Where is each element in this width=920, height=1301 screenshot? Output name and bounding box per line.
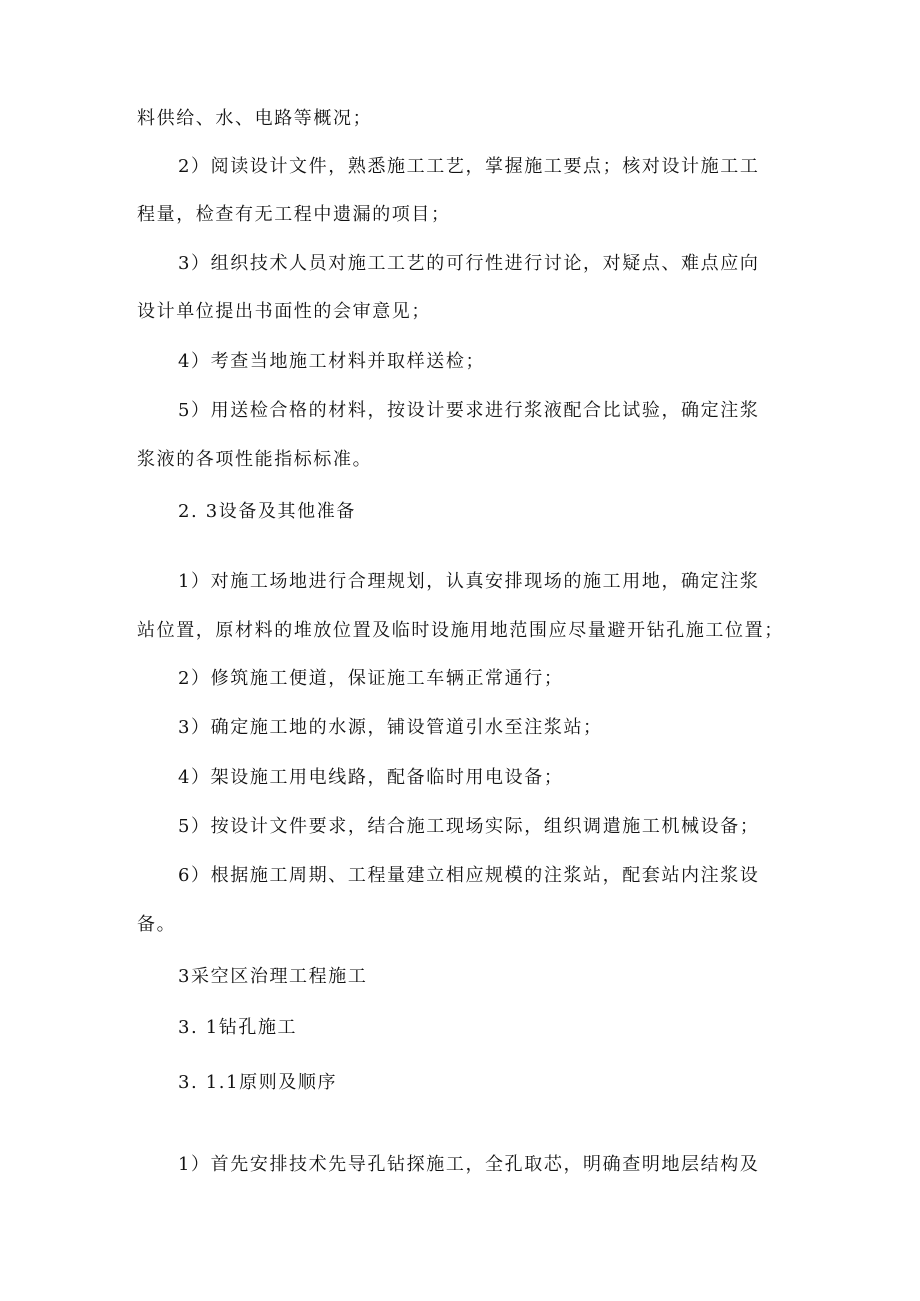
text-line-item-4-inspect: 4）考查当地施工材料并取样送检； <box>178 351 486 372</box>
text-line-equip-item-5: 5）按设计文件要求，结合施工现场实际，组织调遣施工机械设备； <box>178 816 760 837</box>
text-line-continuation-materials: 料供给、水、电路等概况； <box>137 108 373 129</box>
text-line-equip-item-4: 4）架设施工用电线路，配备临时用电设备； <box>178 767 564 788</box>
text-line-item-5-continuation: 浆液的各项性能指标标准。 <box>137 449 373 470</box>
text-line-equip-item-6: 6）根据施工周期、工程量建立相应规模的注浆站，配套站内注浆设 <box>178 865 760 886</box>
text-line-equip-item-2: 2）修筑施工便道，保证施工车辆正常通行； <box>178 668 564 689</box>
section-heading-3: 3采空区治理工程施工 <box>178 966 368 987</box>
text-line-equip-item-3: 3）确定施工地的水源，铺设管道引水至注浆站； <box>178 717 603 738</box>
text-line-equip-item-6-continuation: 备。 <box>137 914 177 935</box>
section-heading-3-1: 3. 1钻孔施工 <box>178 1017 298 1038</box>
text-line-equip-item-1: 1）对施工场地进行合理规划，认真安排现场的施工用地，确定注浆 <box>178 571 760 592</box>
text-line-item-2-continuation: 程量，检查有无工程中遗漏的项目； <box>137 204 451 225</box>
text-line-item-5-mix-test: 5）用送检合格的材料，按设计要求进行浆液配合比试验，确定注浆 <box>178 400 760 421</box>
text-line-equip-item-1-continuation: 站位置，原材料的堆放位置及临时设施用地范围应尽量避开钻孔施工位置； <box>137 620 784 641</box>
section-heading-3-1-1: 3. 1.1原则及顺序 <box>178 1072 338 1093</box>
text-line-drilling-item-1: 1）首先安排技术先导孔钻探施工，全孔取芯，明确查明地层结构及 <box>178 1154 760 1175</box>
text-line-item-2-read-design: 2）阅读设计文件，熟悉施工工艺，掌握施工要点；核对设计施工工 <box>178 156 760 177</box>
section-heading-2-3: 2. 3设备及其他准备 <box>178 501 356 522</box>
text-line-item-3-continuation: 设计单位提出书面性的会审意见； <box>137 301 431 322</box>
text-line-item-3-organize: 3）组织技术人员对施工工艺的可行性进行讨论，对疑点、难点应向 <box>178 253 760 274</box>
